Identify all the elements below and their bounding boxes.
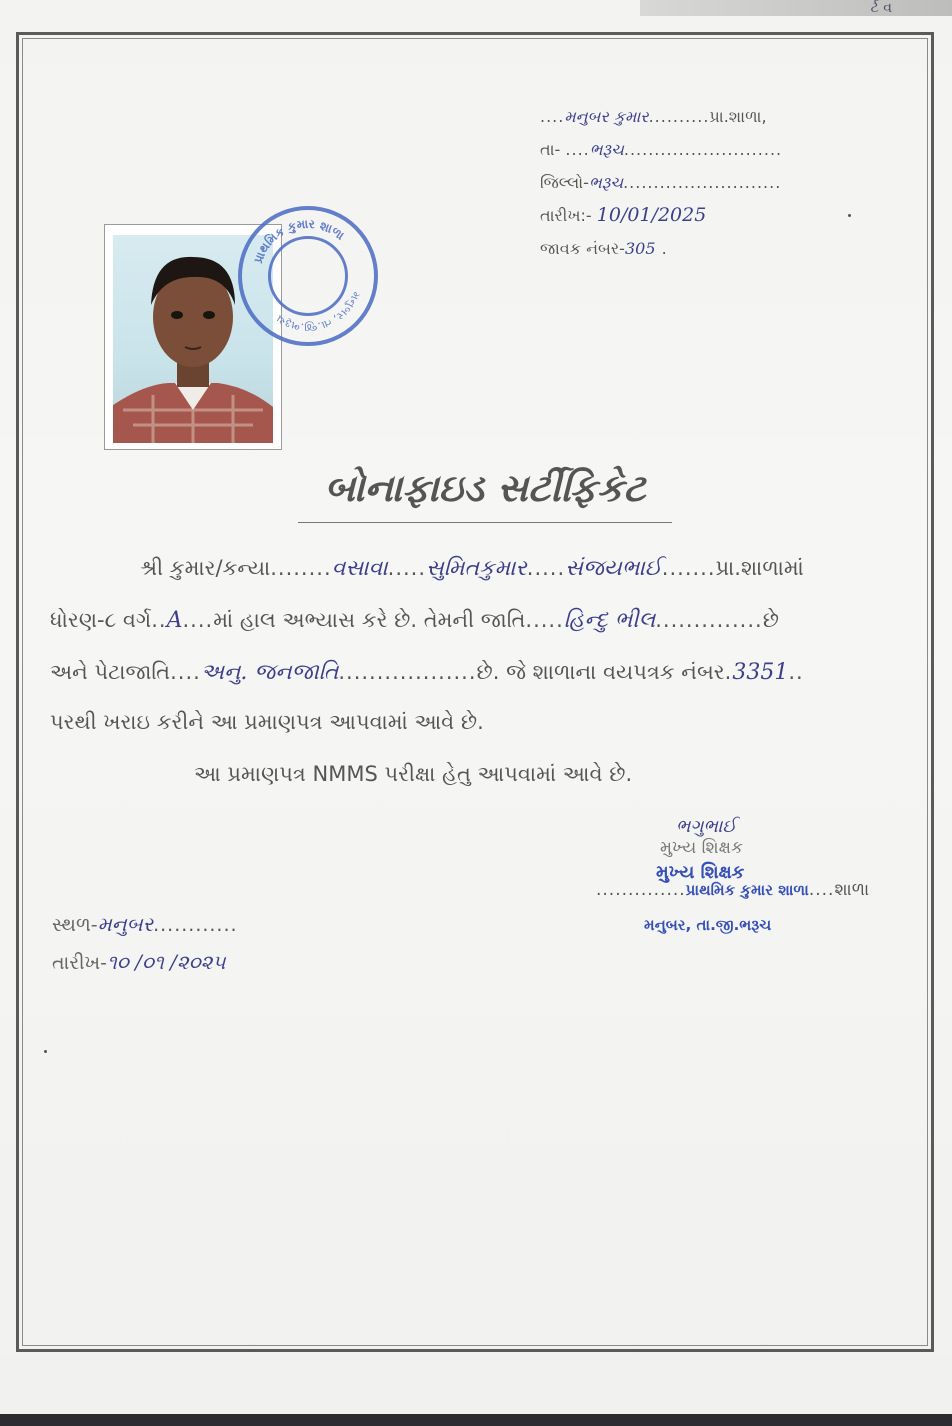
line1-suffix: પ્રા.શાળામાં [715,556,804,580]
address-block [540,100,870,265]
top-strip-text: ર્ટ વ [870,0,892,16]
school-round-stamp [238,206,378,346]
ink-speck [44,1050,47,1053]
line2-suffix: છે [762,608,779,632]
line2-mid: માં હાલ અભ્યાસ કરે છે. તેમની જાતિ [213,608,526,632]
stamp-text-top: પ્રાથમિક કુમાર શાળા [250,216,347,266]
certificate-title: બોનાફાઇડ સર્ટીફિકેટ [324,466,646,510]
body-line-2: ધોરણ-૮ વર્ગ..A....માં હાલ અભ્યાસ કરે છે. તેમની જાતિ.....હિન્દુ ભીલ..............છે [50,608,779,633]
svg-text:મનુબર, તા.જી.ભરૂચ [274,290,363,335]
place-row: સ્થળ-મનુબર............ [52,912,238,936]
top-edge-strip [640,0,952,16]
taluka-label: તા- [540,140,561,159]
stamp-text-bottom: મનુબર, તા.જી.ભરૂચ [273,289,364,335]
seal-line-1: મુખ્ય શિક્ષક [656,862,745,883]
date-label: તારીખ:- [540,206,592,225]
handwritten-signature: ભગુભાઈ [676,816,737,837]
line3-mid: છે. જે શાળાના વયપત્રક નંબર [476,660,725,684]
background-edge [0,1414,952,1426]
footer-date-label: તારીખ- [52,952,107,974]
line3-prefix: અને પેટાજાતિ [50,660,171,684]
student-name: સુમિતકુમાર [426,556,527,581]
seal-line-2: પ્રાથમિક કુમાર શાળા [685,881,809,899]
seal-line-3: મનુબર, તા.જી.ભરૂચ [644,916,772,934]
district-label: જિલ્લો- [540,173,589,192]
place-label: સ્થળ- [52,914,98,936]
register-number: 3351 [732,660,789,685]
designation-label: મુખ્ય શિક્ષક [660,838,743,858]
place-value: મનુબર [97,912,154,936]
taluka-value: ભરૂચ [589,140,624,159]
caste: હિન્દુ ભીલ [563,608,656,633]
body-line-4: પરથી ખરાઇ કરીને આ પ્રમાણપત્ર આપવામાં આવે છે. [50,710,484,734]
school-suffix-label: શાળા [834,880,870,900]
place-date-block [52,912,238,974]
sub-caste: અનુ. જનજાતિ [200,660,339,685]
svg-text:પ્રાથમિક કુમાર શાળા [251,217,347,266]
division: A [166,608,183,633]
ink-speck [848,214,851,217]
school-name: મનુબર કુમાર [564,107,649,126]
school-suffix: પ્રા.શાળા, [709,107,767,126]
body-line-3: અને પેટાજાતિ....અનુ. જનજાતિ..................છે. જે શાળાના વયપત્રક નંબર.3351.. [50,660,804,685]
outward-label: જાવક નંબર- [540,239,625,258]
line1-prefix: શ્રી કુમાર/કન્યા [140,556,271,580]
father-name: સંજયભાઈ [565,556,662,581]
district-value: ભરૂચ [588,173,624,192]
footer-date-row [52,950,238,974]
school-line: ..............પ્રાથમિક કુમાર શાળા....શાળા [596,880,870,900]
line2-prefix: ધોરણ-૮ વર્ગ [50,608,152,632]
district-row: જિલ્લો-ભરૂચ.......................... [540,173,782,192]
footer-date-value: ૧૦ /૦૧ /૨૦૨૫ [106,950,226,974]
school-row: ....મનુબર કુમાર..........પ્રા.શાળા, [540,107,767,126]
date-row [540,199,870,232]
body-line-5: આ પ્રમાણપત્ર NMMS પરીક્ષા હેતુ આપવામાં આવે છે. [194,762,633,786]
outward-value: 305 [624,239,656,258]
student-surname: વસાવા [331,556,388,581]
title-underline [298,522,672,523]
outward-row: જાવક નંબર-305 . [540,239,668,258]
date-value: 10/01/2025 [596,204,707,226]
body-line-1: શ્રી કુમાર/કન્યા........વસાવા.....સુમિતકુમાર.....સંજયભાઈ.......પ્રા.શાળામાં [140,556,804,581]
taluka-row: તા- ....ભરૂચ.......................... [540,140,783,159]
